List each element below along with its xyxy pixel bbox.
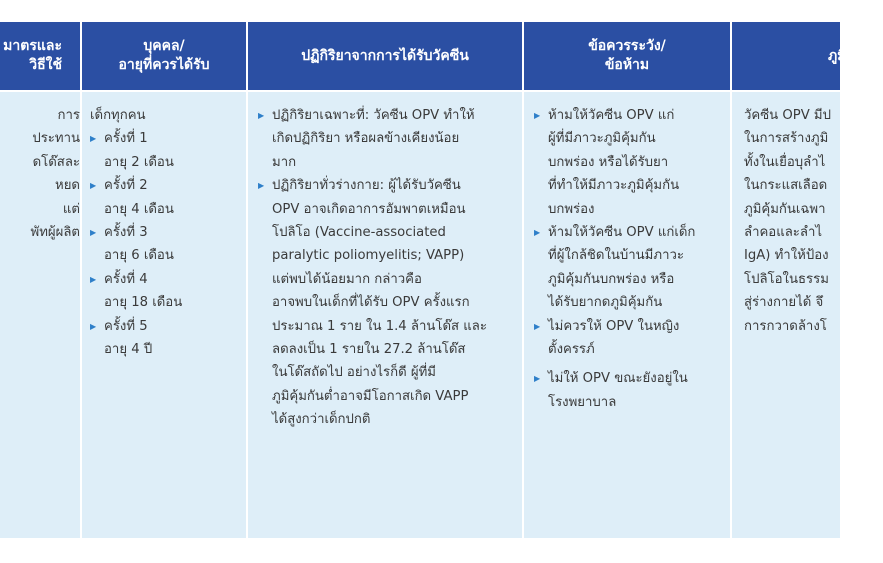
cell-line: มาก bbox=[272, 154, 297, 170]
dose-age: อายุ 4 ปี bbox=[104, 342, 153, 358]
header-line: มาตรและ bbox=[3, 38, 62, 54]
cell-line: ภูมิคุ้มกันต่ำอาจมีโอกาสเกิด VAPP bbox=[272, 388, 469, 404]
header-line: บุคคล/ bbox=[143, 38, 185, 54]
cell-line: หยด bbox=[55, 178, 80, 194]
cell-line: ตั้งครรภ์ bbox=[548, 342, 595, 358]
cell-dose-method bbox=[0, 92, 80, 538]
cell-line: ▶ ไม่ควรให้ OPV ในหญิง bbox=[548, 318, 680, 334]
reaction-list bbox=[248, 92, 522, 432]
header-recipient-age bbox=[82, 22, 246, 90]
cell-line: ลดลงเป็น 1 รายใน 27.2 ล้านโด๊ส bbox=[272, 342, 466, 358]
cell-line: ได้รับยากดภูมิคุ้มกัน bbox=[548, 295, 663, 311]
cell-line: โปลิโอในธรรม bbox=[744, 271, 829, 287]
cell-line: ทั้งในเยื่อบุลำไ bbox=[744, 154, 826, 170]
reaction-item-local bbox=[258, 104, 514, 174]
cell-line: ที่ทำให้มีภาวะภูมิคุ้มกัน bbox=[548, 178, 680, 194]
cell-line: แต่ bbox=[62, 201, 80, 217]
cell-line: พัทผู้ผลิต bbox=[30, 225, 80, 241]
cell-precautions bbox=[524, 92, 730, 538]
cell-line: ประมาณ 1 ราย ใน 1.4 ล้านโด๊ส และ bbox=[272, 318, 487, 334]
dose-item bbox=[90, 268, 246, 315]
precaution-list bbox=[524, 92, 730, 414]
cell-line: ผู้ที่มีภาวะภูมิคุ้มกัน bbox=[548, 131, 656, 147]
cell-line: เกิดปฏิกิริยา หรือผลข้างเคียงน้อย bbox=[272, 131, 460, 147]
precaution-item bbox=[534, 221, 722, 315]
recipient-intro: เด็กทุกคน bbox=[90, 108, 146, 123]
header-immunity bbox=[732, 22, 883, 90]
reaction-item-systemic bbox=[258, 174, 514, 431]
cell-line: paralytic poliomyelitis; VAPP) bbox=[272, 248, 465, 264]
cell-line: บกพร่อง bbox=[548, 201, 595, 217]
dose-item bbox=[90, 221, 246, 268]
cell-line: ภูมิคุ้มกันบกพร่อง หรือ bbox=[548, 271, 675, 287]
cell-line: ▶ ห้ามให้วัคซีน OPV แก่เด็ก bbox=[548, 225, 696, 241]
dose-age: อายุ 6 เดือน bbox=[104, 248, 174, 264]
header-reactions bbox=[248, 22, 522, 90]
cell-line: วัคซีน OPV มีป bbox=[744, 108, 831, 123]
precaution-item bbox=[534, 315, 722, 362]
cell-line: การ bbox=[57, 108, 80, 123]
cell-line: ในการสร้างภูมิ bbox=[744, 131, 829, 147]
cell-line: โปลิโอ (Vaccine-associated bbox=[272, 225, 446, 241]
cell-line: ในกระแสเลือด bbox=[744, 178, 828, 194]
cell-line: ดโด๊สละ bbox=[32, 154, 80, 170]
header-line: ปฏิกิริยาจากการได้รับวัคซีน bbox=[301, 47, 469, 64]
dose-item bbox=[90, 127, 246, 174]
cell-recipient-age bbox=[82, 92, 246, 538]
header-line: อายุที่ควรได้รับ bbox=[118, 57, 210, 73]
precaution-item bbox=[534, 104, 722, 221]
cell-line: การกวาดล้างโ bbox=[744, 318, 827, 334]
cell-line: สู่ร่างกายได้ จึ bbox=[744, 295, 824, 311]
dose-age: อายุ 4 เดือน bbox=[104, 201, 174, 217]
dose-label: ▶ ครั้งที่ 1 bbox=[104, 131, 148, 147]
cell-line: ▶ ห้ามให้วัคซีน OPV แก่ bbox=[548, 108, 675, 123]
cell-line: ได้สูงกว่าเด็กปกติ bbox=[272, 412, 371, 428]
header-line: วิธีใช้ bbox=[29, 57, 62, 73]
dose-item bbox=[90, 174, 246, 221]
header-line: ข้อควรระวัง/ bbox=[588, 38, 666, 54]
cell-line: ▶ ปฏิกิริยาเฉพาะที่: วัคซีน OPV ทำให้ bbox=[272, 108, 475, 123]
dose-label: ▶ ครั้งที่ 4 bbox=[104, 271, 148, 287]
header-precautions bbox=[524, 22, 730, 90]
cell-line: ▶ ไม่ให้ OPV ขณะยังอยู่ใน bbox=[548, 371, 688, 387]
cell-line: ภูมิคุ้มกันเฉพา bbox=[744, 201, 826, 217]
cell-line: บกพร่อง หรือได้รับยา bbox=[548, 154, 669, 170]
cell-line: ▶ ปฏิกิริยาทั่วร่างกาย: ผู้ได้รับวัคซีน bbox=[272, 178, 461, 194]
cell-line: ที่ผู้ใกล้ชิดในบ้านมีภาวะ bbox=[548, 248, 684, 264]
dose-age: อายุ 18 เดือน bbox=[104, 295, 183, 311]
cell-line: แต่พบได้น้อยมาก กล่าวคือ bbox=[272, 271, 422, 287]
dose-label: ▶ ครั้งที่ 2 bbox=[104, 178, 148, 194]
cell-line: ในโด๊สถัดไป อย่างไรก็ดี ผู้ที่มี bbox=[272, 365, 436, 381]
header-line: ข้อห้าม bbox=[604, 57, 650, 73]
dose-age: อายุ 2 เดือน bbox=[104, 154, 174, 170]
cell-line: OPV อาจเกิดอาการอัมพาตเหมือน bbox=[272, 201, 466, 217]
cell-reactions bbox=[248, 92, 522, 538]
dose-item bbox=[90, 315, 246, 362]
cell-immunity bbox=[732, 92, 840, 538]
cell-line: IgA) ทำให้ป้อง bbox=[744, 248, 829, 264]
dose-schedule-list bbox=[90, 127, 246, 361]
precaution-item bbox=[534, 367, 722, 414]
dose-label: ▶ ครั้งที่ 5 bbox=[104, 318, 148, 334]
header-line: ภูมิคุ้มกัน bbox=[828, 47, 883, 64]
cell-line: โรงพยาบาล bbox=[548, 394, 617, 410]
cell-line: อาจพบในเด็กที่ได้รับ OPV ครั้งแรก bbox=[272, 295, 470, 311]
cell-line: ลำคอและลำไ bbox=[744, 225, 823, 241]
cell-line: ประทาน bbox=[32, 131, 80, 147]
dose-label: ▶ ครั้งที่ 3 bbox=[104, 225, 148, 241]
header-dose-method bbox=[0, 22, 80, 90]
